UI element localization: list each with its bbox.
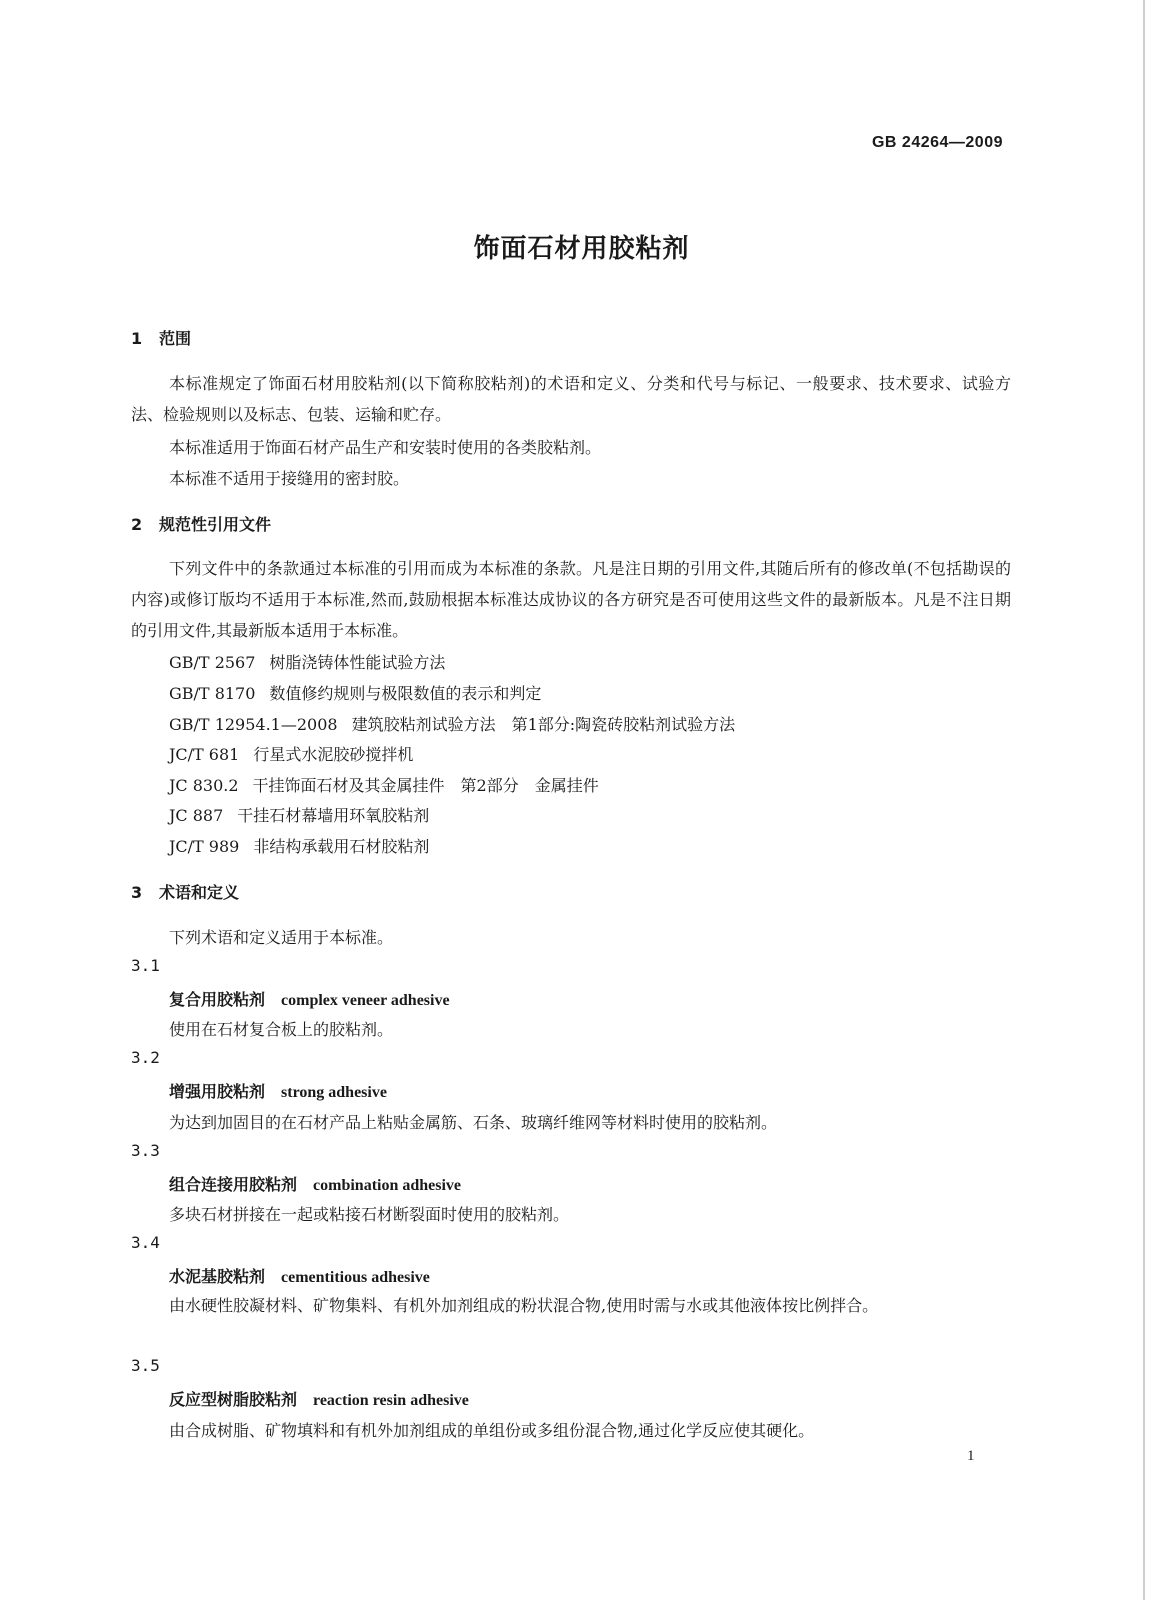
term-number: 3.1 [131, 956, 160, 975]
reference-item [169, 742, 413, 765]
term-zh: 复合用胶粘剂 [169, 990, 266, 1009]
term-definition: 由合成树脂、矿物填料和有机外加剂组成的单组份或多组份混合物,通过化学反应使其硬化。 [169, 1421, 815, 1440]
term-definition: 使用在石材复合板上的胶粘剂。 [169, 1020, 394, 1039]
reference-item [169, 803, 429, 826]
section-heading-terms [131, 880, 239, 903]
reference-code: JC 830.2 [169, 776, 239, 795]
section-heading-scope [131, 326, 191, 349]
reference-title: 树脂浇铸体性能试验方法 [269, 653, 446, 672]
reference-code: JC 887 [169, 806, 224, 825]
term-name [169, 1387, 469, 1410]
reference-code: GB/T 8170 [169, 684, 256, 703]
term-number: 3.4 [131, 1233, 160, 1252]
reference-item [169, 712, 735, 735]
reference-item [169, 773, 599, 796]
term-name [169, 987, 450, 1010]
term-zh: 水泥基胶粘剂 [169, 1267, 266, 1286]
section-title: 术语和定义 [159, 883, 240, 902]
term-number: 3.2 [131, 1048, 160, 1067]
term-name [169, 1264, 430, 1287]
section-number: 1 [131, 329, 143, 348]
reference-item [169, 681, 541, 704]
page-number: 1 [967, 1448, 975, 1464]
reference-item [169, 650, 445, 673]
reference-code: GB/T 2567 [169, 653, 256, 672]
reference-code: JC/T 989 [169, 837, 240, 856]
term-en: cementitious adhesive [281, 1269, 430, 1286]
term-number: 3.3 [131, 1141, 160, 1160]
term-en: combination adhesive [313, 1177, 462, 1194]
paragraph: 下列文件中的条款通过本标准的引用而成为本标准的条款。凡是注日期的引用文件,其随后所有的修改单(不包括勘误的内容)或修订版均不适用于本标准,然而,鼓励根据本标准达成协议的各方研究是否可使用这些文件的最新版本。凡是不注日期的引用文件,其最新版本适用于本标准。 [131, 559, 1011, 640]
term-en: strong adhesive [281, 1084, 387, 1101]
paragraph: 下列术语和定义适用于本标准。 [169, 928, 394, 947]
term-number: 3.5 [131, 1356, 160, 1375]
reference-code: GB/T 12954.1—2008 [169, 715, 338, 734]
paragraph: 本标准适用于饰面石材产品生产和安装时使用的各类胶粘剂。 [169, 438, 602, 457]
reference-title: 非结构承载用石材胶粘剂 [253, 837, 430, 856]
term-name [169, 1079, 387, 1102]
term-definition: 由水硬性胶凝材料、矿物集料、有机外加剂组成的粉状混合物,使用时需与水或其他液体按比例拌合。 [169, 1296, 879, 1315]
section-number: 3 [131, 883, 143, 902]
section-number: 2 [131, 515, 143, 534]
reference-title: 干挂饰面石材及其金属挂件 第2部分 金属挂件 [252, 776, 599, 795]
section-heading-refs [131, 512, 271, 535]
term-definition: 多块石材拼接在一起或粘接石材断裂面时使用的胶粘剂。 [169, 1205, 570, 1224]
paragraph: 本标准不适用于接缝用的密封胶。 [169, 469, 410, 488]
standard-code: GB 24264—2009 [871, 134, 1003, 151]
reference-item [169, 834, 429, 857]
reference-title: 建筑胶粘剂试验方法 第1部分:陶瓷砖胶粘剂试验方法 [351, 715, 736, 734]
reference-title: 数值修约规则与极限数值的表示和判定 [269, 684, 542, 703]
reference-title: 行星式水泥胶砂搅拌机 [253, 745, 414, 764]
term-zh: 组合连接用胶粘剂 [169, 1175, 298, 1194]
term-zh: 反应型树脂胶粘剂 [169, 1390, 298, 1409]
term-name [169, 1172, 461, 1195]
term-en: reaction resin adhesive [313, 1392, 469, 1409]
paragraph: 本标准规定了饰面石材用胶粘剂(以下简称胶粘剂)的术语和定义、分类和代号与标记、一般要求、技术要求、试验方法、检验规则以及标志、包装、运输和贮存。 [131, 374, 1011, 424]
term-en: complex veneer adhesive [281, 992, 450, 1009]
section-title: 范围 [159, 329, 192, 348]
section-title: 规范性引用文件 [159, 515, 272, 534]
reference-code: JC/T 681 [169, 745, 240, 764]
document-title: 饰面石材用胶粘剂 [473, 234, 690, 264]
term-zh: 增强用胶粘剂 [169, 1082, 266, 1101]
reference-title: 干挂石材幕墙用环氧胶粘剂 [237, 806, 430, 825]
term-definition: 为达到加固目的在石材产品上粘贴金属筋、石条、玻璃纤维网等材料时使用的胶粘剂。 [169, 1113, 778, 1132]
